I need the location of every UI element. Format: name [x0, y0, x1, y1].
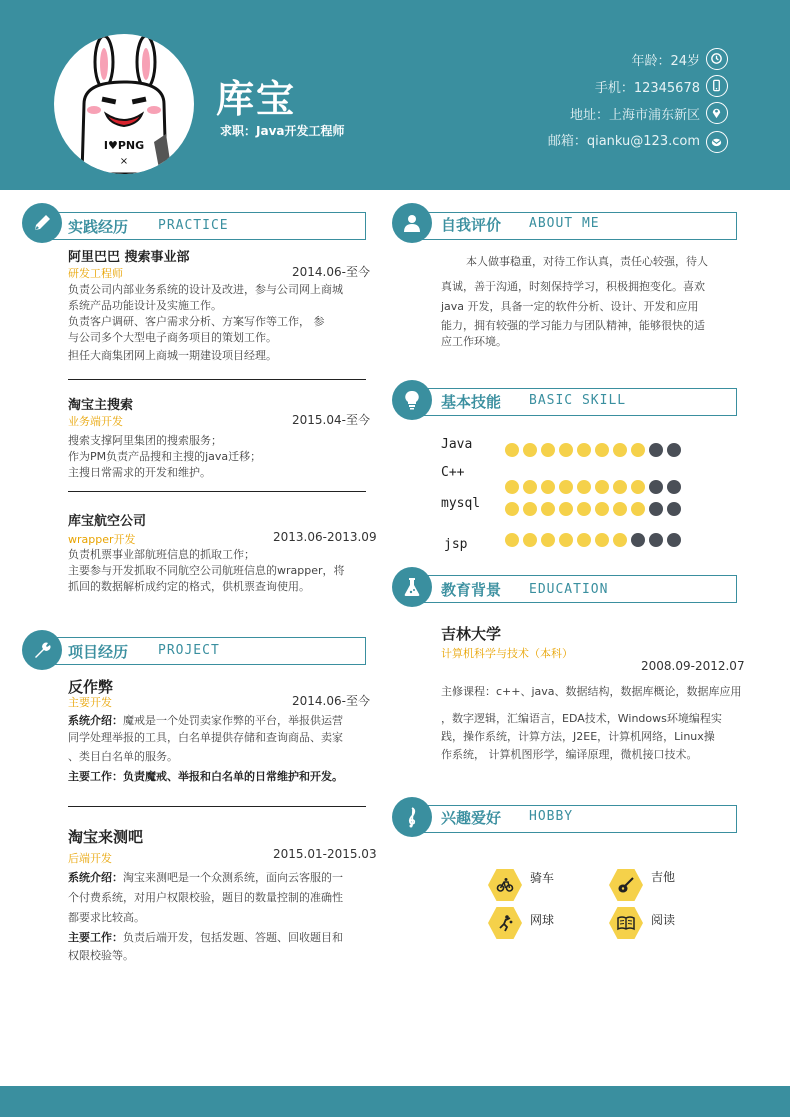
rating-dot-filled — [523, 480, 537, 494]
rating-dot-empty — [667, 480, 681, 494]
about-line-4: 能力，拥有较强的学习能力与团队精神，能够很快的适 — [441, 319, 705, 332]
project-1-date: 2014.06-至今 — [292, 694, 370, 708]
hobby-circle — [392, 797, 432, 837]
about-circle — [392, 203, 432, 243]
job-1-company: 阿里巴巴 搜索事业部 — [68, 250, 190, 265]
tennis-icon — [488, 906, 522, 940]
address-text: 地址：上海市浦东新区 — [569, 108, 700, 123]
job-1-line-3: 负责客户调研、客户需求分析、方案写作等工作， 参 — [68, 315, 325, 328]
education-date: 2008.09-2012.07 — [641, 659, 745, 673]
job-3-role: wrapper开发 — [68, 533, 136, 546]
job-1-line-2: 系统产品功能设计及实施工作。 — [68, 299, 222, 312]
header-band — [0, 0, 790, 190]
rating-dot-filled — [505, 443, 519, 457]
project-2-work-line-1: 主要工作：负责后端开发，包括发题、答题、回收题目和 — [68, 931, 343, 944]
phone-icon — [706, 75, 728, 97]
candidate-name: 库宝 — [216, 77, 297, 121]
skills-title: 基本技能 — [441, 393, 502, 411]
skill-name-mysql: mysql — [441, 496, 481, 511]
rating-dot-filled — [559, 502, 573, 516]
rating-dot-filled — [523, 502, 537, 516]
skill-name-cpp: C++ — [441, 465, 465, 480]
skills-title-en: BASIC SKILL — [529, 393, 627, 408]
rating-dot-filled — [631, 502, 645, 516]
rating-dot-filled — [613, 533, 627, 547]
project-1-intro-line-3: 、类目白名单的服务。 — [68, 750, 178, 763]
hobby-label-cycling: 骑车 — [530, 871, 555, 885]
rating-dot-empty — [649, 443, 663, 457]
rating-dot-filled — [541, 480, 555, 494]
project-2-date: 2015.01-2015.03 — [273, 847, 377, 861]
svg-text:I♥PNG: I♥PNG — [103, 139, 145, 152]
job-2-role: 业务端开发 — [68, 415, 123, 428]
job-3-company: 库宝航空公司 — [68, 514, 147, 529]
about-title-en: ABOUT ME — [529, 216, 600, 231]
rating-dot-empty — [649, 533, 663, 547]
rating-dot-filled — [631, 443, 645, 457]
music-note-icon — [401, 806, 423, 828]
svg-text:×: × — [119, 156, 129, 167]
education-circle — [392, 567, 432, 607]
rating-dot-filled — [595, 443, 609, 457]
skill-name-java: Java — [441, 437, 473, 452]
job-1-line-1: 负责公司内部业务系统的设计及改进，参与公司网上商城 — [68, 283, 343, 296]
about-line-5: 应工作环境。 — [441, 335, 507, 348]
project-circle — [22, 630, 62, 670]
project-1-work: 主要工作：负责魔戒、举报和白名单的日常维护和开发。 — [68, 770, 343, 783]
job-3-line-2: 主要参与开发抓取不同航空公司航班信息的wrapper，将 — [68, 564, 345, 577]
rating-dot-filled — [595, 533, 609, 547]
rating-dot-empty — [649, 480, 663, 494]
about-title: 自我评价 — [441, 216, 502, 234]
about-line-2: 真诚，善于沟通，时刻保持学习，积极拥抱变化。喜欢 — [441, 280, 705, 293]
job-2-line-1: 搜索支撑阿里集团的搜索服务； — [68, 434, 222, 447]
job-1-line-4: 与公司多个大型电子商务项目的策划工作。 — [68, 331, 277, 344]
rating-dot-empty — [631, 533, 645, 547]
avatar — [54, 34, 194, 174]
skill-rating-mysql — [505, 502, 681, 516]
school-name: 吉林大学 — [441, 625, 502, 643]
rating-dot-filled — [541, 533, 555, 547]
location-icon — [706, 102, 728, 124]
bicycle-icon — [488, 868, 522, 902]
rating-dot-filled — [541, 502, 555, 516]
mail-icon — [706, 131, 728, 153]
job-2-line-2: 作为PM负责产品搜和主搜的java迁移； — [68, 450, 262, 463]
course-line-1: 主修课程：c++、java、数据结构，数据库概论，数据库应用 — [441, 685, 742, 698]
rating-dot-filled — [595, 480, 609, 494]
rating-dot-filled — [595, 502, 609, 516]
project-2-intro-line-2: 个付费系统，对用户权限校验，题目的数量控制的准确性 — [68, 891, 343, 904]
skill-rating-java — [505, 443, 681, 457]
lightbulb-icon — [401, 389, 423, 411]
hobby-label-reading: 阅读 — [651, 913, 676, 927]
course-line-4: 作系统， 计算机图形学，编译原理，微机接口技术。 — [441, 748, 698, 761]
rating-dot-filled — [577, 533, 591, 547]
rabbit-avatar-icon — [54, 34, 194, 174]
project-1-intro-line-2: 同学处理举报的工具，白名单提供存储和查询商品、卖家 — [68, 731, 343, 744]
rating-dot-filled — [559, 480, 573, 494]
divider — [68, 491, 366, 492]
practice-circle — [22, 203, 62, 243]
job-1-line-5: 担任大商集团网上商城一期建设项目经理。 — [68, 349, 277, 362]
job-2-line-3: 主搜日常需求的开发和维护。 — [68, 466, 211, 479]
wrench-icon — [31, 639, 53, 661]
job-3-line-1: 负责机票事业部航班信息的抓取工作； — [68, 548, 255, 561]
rating-dot-filled — [505, 533, 519, 547]
skills-circle — [392, 380, 432, 420]
rating-dot-filled — [523, 533, 537, 547]
rating-dot-filled — [631, 480, 645, 494]
project-1-role: 主要开发 — [68, 696, 112, 709]
rating-dot-filled — [505, 502, 519, 516]
project-1-intro-line-1: 系统介绍：魔戒是一个处罚卖家作弊的平台，举报供运营 — [68, 714, 343, 727]
hobby-label-tennis: 网球 — [530, 913, 555, 927]
project-2-intro-line-1: 系统介绍：淘宝来测吧是一个众测系统，面向云客服的一 — [68, 871, 343, 884]
rating-dot-filled — [559, 533, 573, 547]
course-line-3: 践，操作系统，计算方法，J2EE，计算机网络，Linux操 — [441, 730, 715, 743]
practice-title-en: PRACTICE — [158, 218, 229, 233]
rating-dot-filled — [559, 443, 573, 457]
divider — [68, 806, 366, 807]
major: 计算机科学与技术（本科） — [441, 647, 573, 660]
skill-rating-cpp — [505, 480, 681, 494]
course-line-2: ，数字逻辑，汇编语言，EDA技术，Windows环境编程实 — [441, 712, 722, 725]
job-3-date: 2013.06-2013.09 — [273, 530, 377, 544]
practice-title: 实践经历 — [68, 218, 129, 236]
education-title: 教育背景 — [441, 581, 502, 599]
hobby-title: 兴趣爱好 — [441, 809, 502, 827]
person-icon — [401, 212, 423, 234]
rating-dot-filled — [577, 502, 591, 516]
rating-dot-empty — [667, 533, 681, 547]
rating-dot-filled — [613, 502, 627, 516]
rating-dot-empty — [667, 443, 681, 457]
job-1-date: 2014.06-至今 — [292, 265, 370, 279]
project-1-name: 反作弊 — [68, 678, 114, 696]
about-line-3: java 开发，具备一定的软件分析、设计、开发和应用 — [441, 300, 699, 313]
project-2-name: 淘宝来测吧 — [68, 828, 144, 846]
job-2-date: 2015.04-至今 — [292, 413, 370, 427]
rating-dot-filled — [613, 480, 627, 494]
rating-dot-filled — [577, 443, 591, 457]
rating-dot-empty — [667, 502, 681, 516]
job-1-role: 研发工程师 — [68, 267, 123, 280]
age-text: 年龄：24岁 — [631, 54, 700, 69]
job-objective: 求职：Java开发工程师 — [220, 124, 345, 138]
project-title-en: PROJECT — [158, 643, 220, 658]
rating-dot-empty — [649, 502, 663, 516]
project-2-intro-line-3: 都要求比较高。 — [68, 911, 145, 924]
skill-rating-jsp — [505, 533, 681, 547]
divider — [68, 379, 366, 380]
email-text: 邮箱：qianku@123.com — [547, 134, 700, 149]
hobby-label-guitar: 吉他 — [651, 870, 676, 884]
project-title: 项目经历 — [68, 643, 129, 661]
phone-text: 手机：12345678 — [594, 81, 700, 96]
pencil-icon — [31, 212, 53, 234]
rating-dot-filled — [523, 443, 537, 457]
rating-dot-filled — [505, 480, 519, 494]
job-2-company: 淘宝主搜索 — [68, 398, 134, 413]
footer-band — [0, 1086, 790, 1117]
rating-dot-filled — [613, 443, 627, 457]
guitar-icon — [609, 868, 643, 902]
skill-name-jsp: jsp — [444, 537, 468, 552]
clock-icon — [706, 48, 728, 70]
rating-dot-filled — [541, 443, 555, 457]
rating-dot-filled — [577, 480, 591, 494]
project-2-work-line-2: 权限校验等。 — [68, 949, 134, 962]
job-3-line-3: 抓回的数据解析成约定的格式，供机票查询使用。 — [68, 580, 310, 593]
about-line-1: 本人做事稳重，对待工作认真，责任心较强，待人 — [466, 255, 708, 268]
education-title-en: EDUCATION — [529, 582, 609, 597]
flask-icon — [401, 576, 423, 598]
project-2-role: 后端开发 — [68, 852, 112, 865]
book-icon — [609, 906, 643, 940]
hobby-title-en: HOBBY — [529, 809, 574, 824]
